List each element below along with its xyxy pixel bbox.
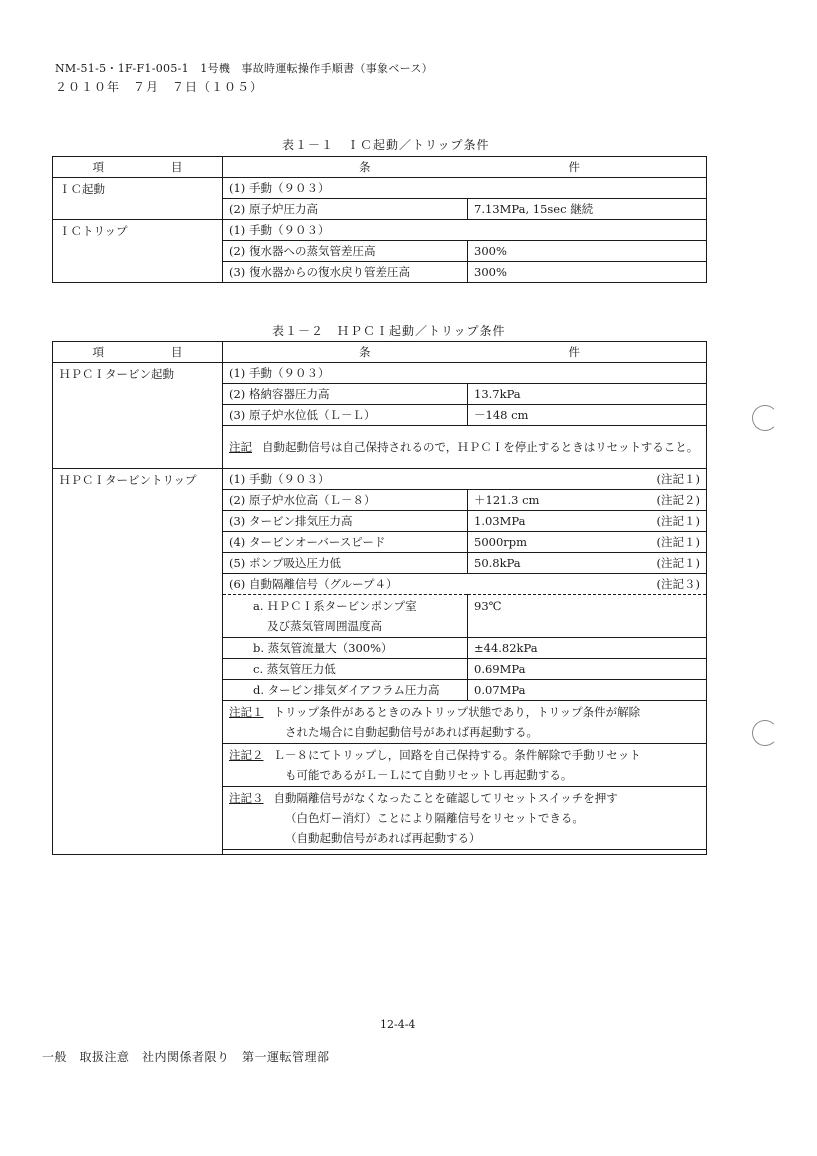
condition-column-header: 条 件 <box>223 157 707 178</box>
table-row <box>53 220 707 241</box>
note-tag: 注記 <box>229 440 252 454</box>
value-cell: 93℃ <box>468 595 707 638</box>
table-bottom-spacer <box>223 850 707 855</box>
note-tag: 注記１ <box>229 705 264 719</box>
condition-cell: (3) 復水器からの復水戻り管差圧高 <box>223 262 468 283</box>
condition-cell: (4) タービンオーバースピード <box>223 532 468 553</box>
sub-condition-cell: b. 蒸気管流量大（300%） <box>223 638 468 659</box>
table-header-row <box>53 342 707 363</box>
condition-cell: (3) タービン排気圧力高 <box>223 511 468 532</box>
table-header-row <box>53 157 707 178</box>
condition-cell: (1) 手動（９０３） <box>223 363 707 384</box>
binder-hole-mark <box>752 720 778 746</box>
table-row <box>53 469 707 490</box>
condition-cell: (2) 原子炉水位高（Ｌ－８） <box>223 490 468 511</box>
value-cell: 0.69MPa <box>468 659 707 680</box>
hpci-start-label: ＨＰＣＩタービン起動 <box>53 363 223 469</box>
sub-condition-cell: a. ＨＰＣＩ系タービンポンプ室 及び蒸気管周囲温度高 <box>223 595 468 638</box>
value-cell: －148 cm <box>468 405 707 426</box>
table2-caption: 表１－２ ＨＰＣＩ起動／トリップ条件 <box>272 324 506 338</box>
item-column-header: 項 目 <box>53 157 223 178</box>
ic-start-label: ＩＣ起動 <box>53 178 223 220</box>
note-ref: (注記１) <box>656 472 700 486</box>
condition-cell: (3) 原子炉水位低（Ｌ－Ｌ） <box>223 405 468 426</box>
condition-cell: (1) 手動（９０３） <box>223 220 707 241</box>
hpci-trip-label: ＨＰＣＩタービントリップ <box>53 469 223 855</box>
value-cell: 1.03MPa (注記１) <box>468 511 707 532</box>
sub-condition-cell: d. タービン排気ダイアフラム圧力高 <box>223 680 468 701</box>
start-note <box>223 426 707 469</box>
binder-hole-mark <box>752 405 778 431</box>
note-ref: (注記１) <box>656 514 700 528</box>
value-cell: 300% <box>468 262 707 283</box>
trip-note-1: 注記１ トリップ条件があるときのみトリップ状態であり，トリップ条件が解除 された場合に自動起動信号があれば再起動する。 <box>223 701 707 744</box>
value-cell: ±44.82kPa <box>468 638 707 659</box>
page-number: 12-4-4 <box>380 1018 416 1031</box>
condition-cell: (6) 自動隔離信号（グループ４） (注記３) <box>223 574 707 595</box>
trip-note-3: 注記３ 自動隔離信号がなくなったことを確認してリセットスイッチを押す （白色灯ー消灯）ことにより隔離信号をリセットできる。 （自動起動信号があれば再起動する） <box>223 787 707 850</box>
value-cell: 13.7kPa <box>468 384 707 405</box>
note-ref: (注記１) <box>656 535 700 549</box>
ic-conditions-table <box>52 156 707 283</box>
trip-note-2: 注記２ Ｌ－８にてトリップし，回路を自己保持する。条件解除で手動リセット も可能であるがＬ－Ｌにて自動リセットし再起動する。 <box>223 744 707 787</box>
condition-cell: (1) 手動（９０３） (注記１) <box>223 469 707 490</box>
condition-cell: (2) 原子炉圧力高 <box>223 199 468 220</box>
condition-cell: (5) ポンプ吸込圧力低 <box>223 553 468 574</box>
note-tag: 注記２ <box>229 748 264 762</box>
ic-trip-label: ＩＣトリップ <box>53 220 223 283</box>
value-cell: 300% <box>468 241 707 262</box>
hpci-conditions-table <box>52 341 707 855</box>
value-cell: ＋121.3 cm (注記２) <box>468 490 707 511</box>
sub-condition-cell: c. 蒸気管圧力低 <box>223 659 468 680</box>
value-cell: 0.07MPa <box>468 680 707 701</box>
value-cell: 50.8kPa (注記１) <box>468 553 707 574</box>
document-id-header: NM-51-5・1F-F1-005-1 1号機 事故時運転操作手順書（事象ベース） <box>55 62 433 75</box>
note-ref: (注記２) <box>656 493 700 507</box>
table-row <box>53 363 707 384</box>
condition-cell: (2) 格納容器圧力高 <box>223 384 468 405</box>
classification-footer: 一般 取扱注意 社内関係者限り 第一運転管理部 <box>42 1050 330 1064</box>
note-tag: 注記３ <box>229 791 264 805</box>
value-cell: 5000rpm (注記１) <box>468 532 707 553</box>
value-cell: 7.13MPa, 15sec 継続 <box>468 199 707 220</box>
note-text: 自動起動信号は自己保持されるので，ＨＰＣＩを停止するときはリセットすること。 <box>262 440 699 454</box>
item-column-header: 項 目 <box>53 342 223 363</box>
condition-cell: (2) 復水器への蒸気管差圧高 <box>223 241 468 262</box>
condition-cell: (1) 手動（９０３） <box>223 178 707 199</box>
condition-column-header: 条 件 <box>223 342 707 363</box>
table1-caption: 表１－１ ＩＣ起動／トリップ条件 <box>282 138 490 152</box>
document-date-header: ２０１０年 ７月 ７日（１０５） <box>55 80 264 94</box>
note-ref: (注記３) <box>656 577 700 591</box>
note-ref: (注記１) <box>656 556 700 570</box>
table-row <box>53 178 707 199</box>
